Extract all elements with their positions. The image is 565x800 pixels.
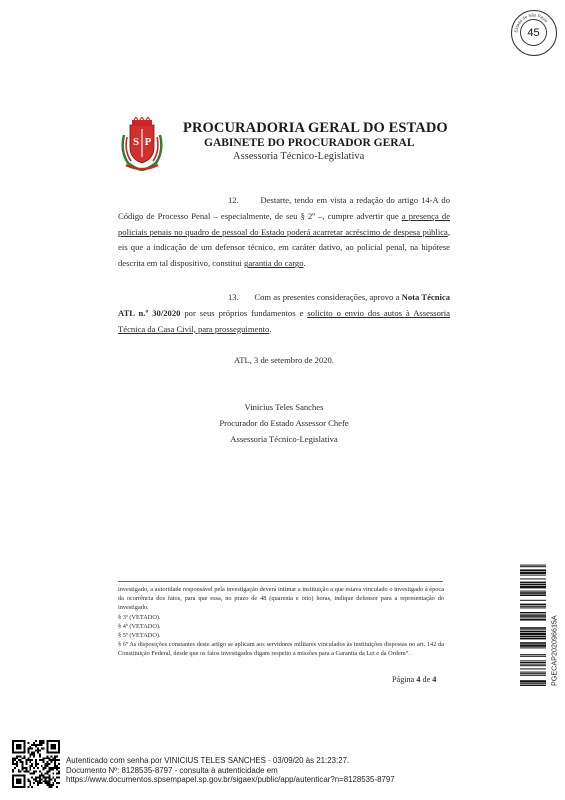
date-line: ATL, 3 de setembro de 2020. [234, 355, 334, 365]
page-number [392, 675, 436, 684]
p13-text-b: por seus próprios fundamentos e [180, 307, 308, 318]
emblem-letter-s: S [132, 136, 140, 148]
p12-text-c: . [303, 258, 306, 269]
authentication-block [66, 756, 395, 785]
cabinet-name: GABINETE DO PROCURADOR GERAL [204, 137, 415, 149]
p13-underline-1: solicito o envio dos autos à Assessoria Técnica da Casa Civil, para prosseguimento [118, 307, 450, 334]
seal-number: 45 [527, 27, 540, 39]
auth-line-2: Documento Nº: 8128535-8797 - consulta à autenticidade em [66, 765, 278, 775]
advisory-name: Assessoria Técnico-Legislativa [233, 151, 365, 162]
auth-url[interactable]: https://www.documentos.spsempapel.sp.gov.br/sigaex/public/app/autenticar?n=8128535-8797 [66, 775, 395, 785]
page-label: Página [392, 675, 415, 684]
paragraph-12 [118, 193, 450, 272]
signatory-name: Vinicius Teles Sanches [244, 402, 324, 412]
paragraph-13 [118, 290, 450, 337]
page-total: 4 [432, 675, 437, 684]
footnote-par-6: § 6º As disposições constantes deste artigo se aplicam aos servidores militares vinculados às instituições dispostas no art. 142 da Constituição Federal, desde que os fatos investigados digam respeito a missões para a Garantia da Lei e da Ordem”. [118, 641, 444, 658]
footnote-continuation: investigado, a autoridade responsável pela investigação deverá intimar a instituição a que estava vinculado o investigado à época da ocorrência dos fatos, para que essa, no prazo de 48 (quarenta e oito) horas, indique defensor para a representação do investigado. [118, 586, 444, 612]
vertical-barcode-icon [520, 563, 546, 686]
p12-text-b: , eis que a indicação de um defensor técnico, em caráter dativo, ao policial penal, na hipótese descrita em tal dispositivo, constitui [118, 226, 450, 269]
sao-paulo-coat-of-arms-icon [118, 117, 166, 171]
page-of: de [422, 675, 431, 684]
signatory-title: Procurador do Estado Assessor Chefe [219, 418, 349, 428]
p13-bold-note: Nota Técnica ATL n.º 30/2020 [118, 292, 451, 318]
p12-underline-1: a presença de policiais penais no quadro de pessoal do Estado poderá acarretar acréscimo de despesa pública [118, 210, 451, 237]
auth-line-1: Autenticado com senha por VINICIUS TELES SANCHES - 03/09/20 às 21:23:27. [66, 756, 350, 765]
seal-ring-text: Estado de São Paulo [513, 12, 550, 33]
page-seal [511, 10, 557, 56]
org-name: PROCURADORIA GERAL DO ESTADO [183, 120, 448, 136]
p13-text-c: . [269, 323, 272, 334]
page-current: 4 [416, 675, 421, 684]
footnote-par-5: § 5º (VETADO). [118, 632, 161, 639]
p12-underline-2: garantia do cargo [244, 258, 304, 269]
footnote-par-4: § 4º (VETADO). [118, 623, 161, 630]
qr-code-icon [12, 740, 60, 788]
signatory-unit: Assessoria Técnico-Legislativa [230, 434, 338, 444]
barcode-code-text: PGECAP202096615A [549, 615, 559, 686]
footnote-divider [118, 581, 443, 582]
emblem-letter-p: P [144, 136, 152, 148]
barcode-code-label [549, 563, 559, 686]
p12-text-a: 12. Destarte, tendo em vista a redação do artigo 14-A do Código de Processo Penal – especialmente, de seu § 2º –, cumpre advertir que [118, 195, 450, 221]
p13-text-a: 13. Com as presentes considerações, aprovo a [228, 292, 402, 302]
footnote-par-3: § 3º (VETADO). [118, 614, 161, 621]
